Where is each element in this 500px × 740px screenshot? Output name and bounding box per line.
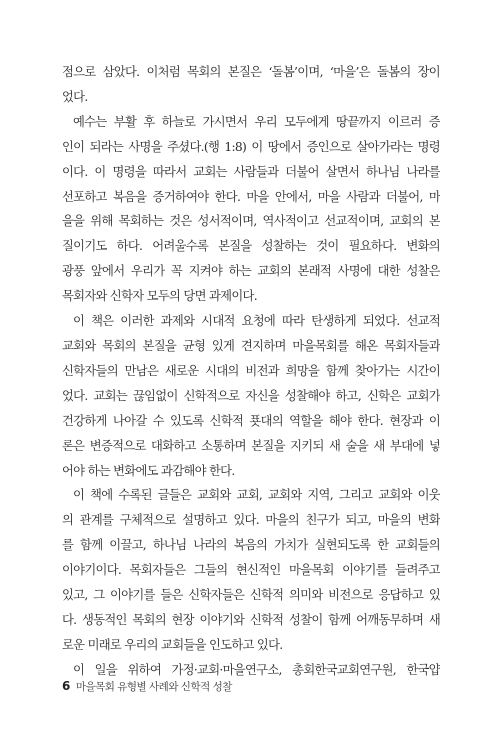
page-number: 6 [62, 679, 70, 693]
text-line: 예수는 부활 후 하늘로 가시면서 우리 모두에게 땅끝까지 이르러 증 [73, 114, 440, 129]
running-title: 마을목회 유형별 사례와 신학적 성찰 [75, 681, 232, 693]
text-line: 이다. 이 명령을 따라서 교회는 사람들과 더불어 살면서 하나님 나라를 [62, 164, 440, 179]
text-line: 점으로 삼았다. 이처럼 목회의 본질은 ‘돌봄’이며, ‘마을’은 돌봄의 장이 [62, 65, 440, 79]
body-text [62, 60, 440, 683]
text-line: 이 책은 이러한 과제와 시대적 요청에 따라 탄생하게 되었다. 선교적 [73, 314, 440, 329]
text-line: 를 함께 이끌고, 하나님 나라의 복음의 가치가 실현되도록 한 교회들의 [62, 538, 440, 553]
text-line: 었다. 교회는 끊임없이 신학적으로 자신을 성찰해야 하고, 신학은 교회가 [62, 388, 440, 403]
text-line: 건강하게 나아갈 수 있도록 신학적 푯대의 역할을 해야 한다. 현장과 이 [62, 413, 440, 428]
text-line: 론은 변증적으로 대화하고 소통하며 본질을 지키되 새 술을 새 부대에 넣 [62, 438, 440, 453]
text-line: 있고, 그 이야기를 들은 신학자들은 신학적 의미와 비전으로 응답하고 있 [62, 588, 440, 603]
text-line: 의 관계를 구체적으로 설명하고 있다. 마을의 친구가 되고, 마을의 변화 [62, 513, 440, 528]
text-line: 이야기이다. 목회자들은 그들의 현신적인 마을목회 이야기를 들려주고 [62, 563, 440, 578]
text-line: 광풍 앞에서 우리가 꼭 지켜야 하는 교회의 본래적 사명에 대한 성찰은 [62, 264, 440, 279]
text-line: 을을 위해 목회하는 것은 성서적이며, 역사적이고 선교적이며, 교회의 본 [62, 214, 440, 229]
text-line: 인이 되라는 사명을 주셨다.(행 1:8) 이 땅에서 증인으로 살아가라는 명령 [62, 139, 440, 154]
text-line: 로운 미래로 우리의 교회들을 인도하고 있다. [62, 637, 283, 652]
text-line: 질이기도 하다. 어려울수록 본질을 성찰하는 것이 필요하다. 변화의 [62, 239, 440, 254]
text-line: 목회자와 신학자 모두의 당면 과제이다. [62, 289, 257, 304]
text-line: 었다. [62, 89, 88, 104]
text-line: 이 책에 수록된 글들은 교회와 교회, 교회와 지역, 그리고 교회와 이웃 [73, 488, 440, 503]
text-line: 선포하고 복음을 증거하여야 한다. 마을 안에서, 마을 사람과 더불어, 마 [62, 189, 440, 204]
text-line: 교회와 목회의 본질을 균형 있게 견지하며 마을목회를 해온 목회자들과 [62, 338, 440, 353]
text-line: 이 일을 위하여 가정·교회·마을연구소, 총회한국교회연구원, 한국얍 [73, 662, 440, 677]
text-line: 신학자들의 만남은 새로운 시대의 비전과 희망을 함께 찾아가는 시간이 [62, 363, 440, 378]
text-line: 다. 생동적인 목회의 현장 이야기와 신학적 성찰이 함께 어깨동무하며 새 [62, 612, 440, 627]
text-line: 어야 하는 변화에도 과감해야 한다. [62, 463, 235, 478]
page-footer [62, 679, 232, 694]
